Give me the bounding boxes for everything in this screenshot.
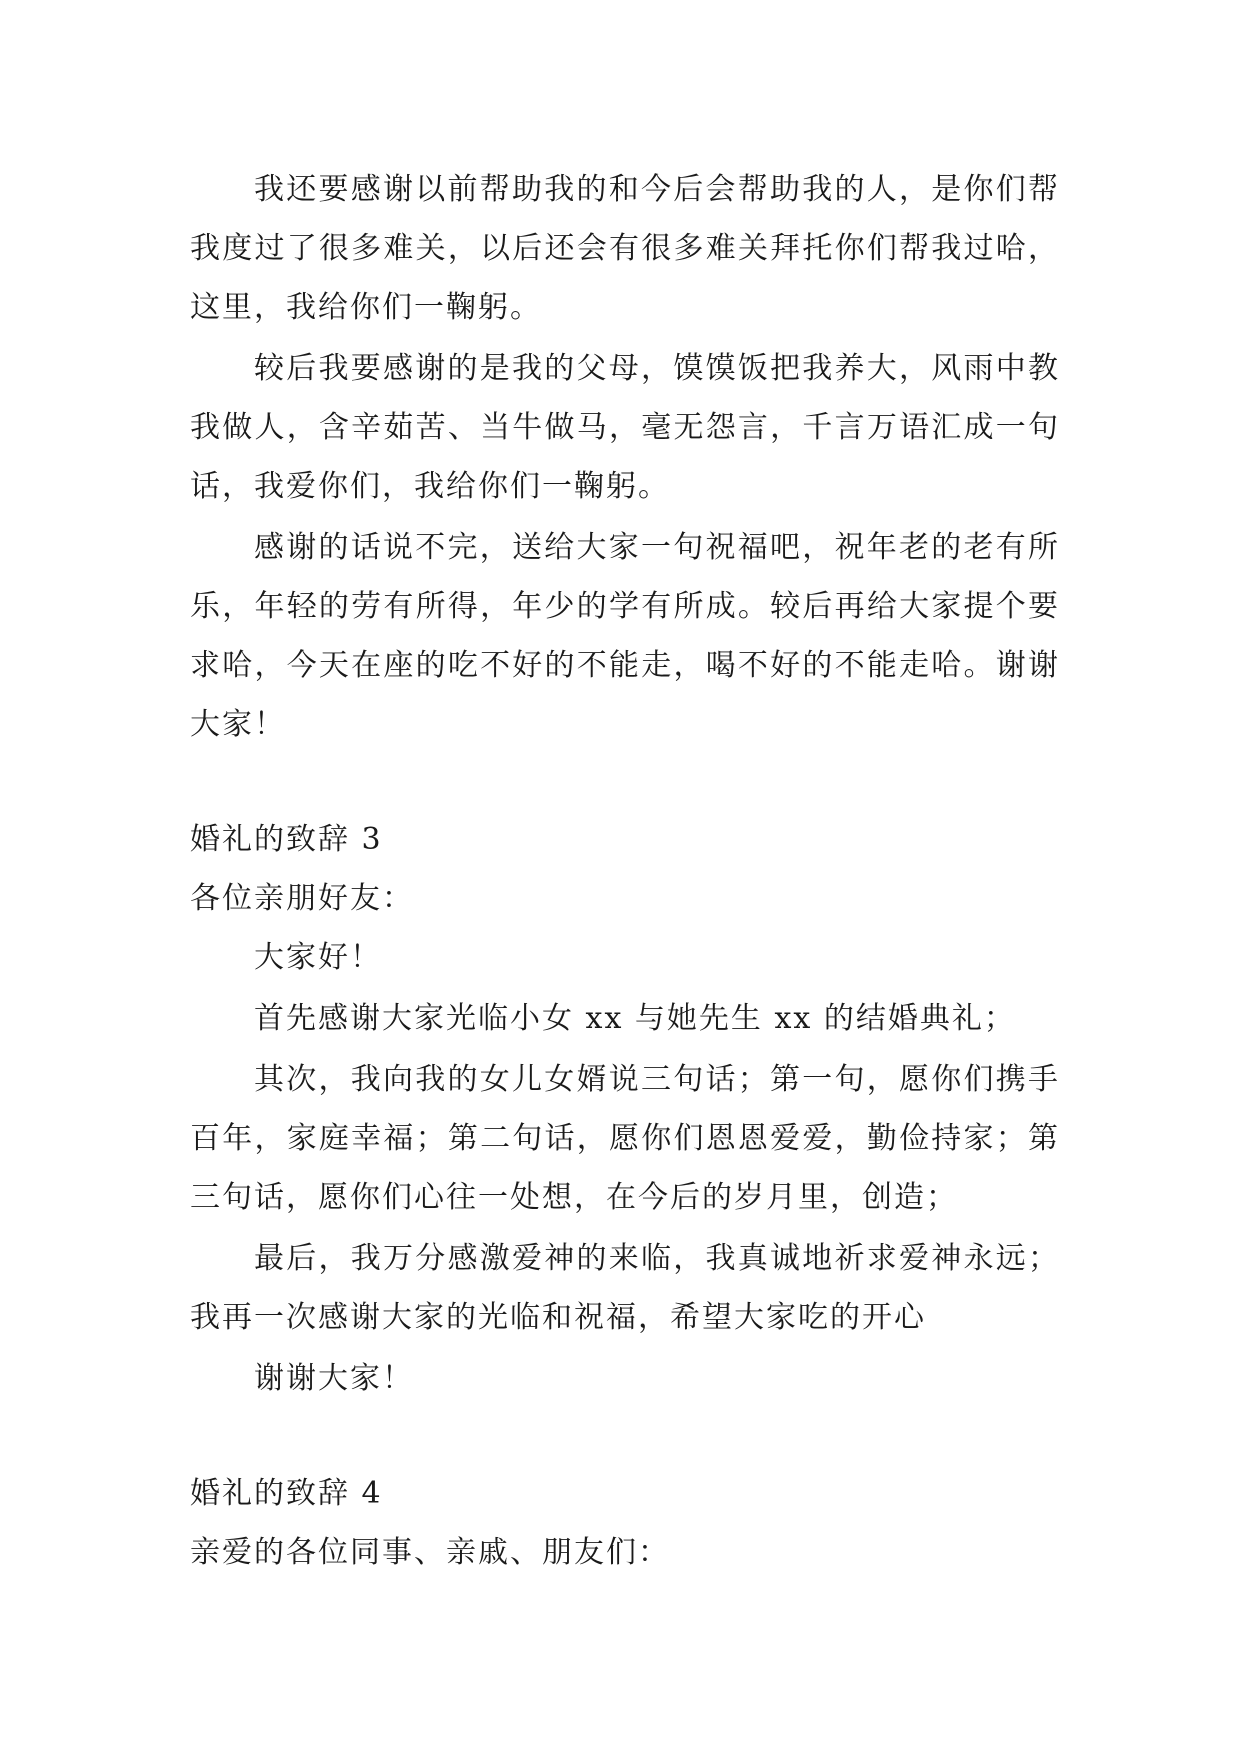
paragraph-first-thanks: 首先感谢大家光临小女 xx 与她先生 xx 的结婚典礼； xyxy=(254,1001,1016,1036)
paragraph-closing: 谢谢大家！ xyxy=(254,1361,414,1396)
paragraph-thanks-helpers: 我还要感谢以前帮助我的和今后会帮助我的人，是你们帮我度过了很多难关，以后还会有很多难关拜托你们帮我过哈，这里，我给你们一鞠躬。 xyxy=(190,172,1060,325)
section-spacer xyxy=(190,756,1060,810)
paragraph-greeting: 大家好！ xyxy=(254,940,382,975)
section-title-4: 婚礼的致辞 4 xyxy=(190,1476,383,1511)
section-spacer xyxy=(190,1410,1060,1464)
paragraph-three-sentences: 其次，我向我的女儿女婿说三句话；第一句，愿你们携手百年，家庭幸福；第二句话，愿你们恩恩爱爱，勤俭持家；第三句话，愿你们心往一处想，在今后的岁月里，创造； xyxy=(190,1062,1060,1215)
salutation-4: 亲爱的各位同事、亲戚、朋友们： xyxy=(190,1535,670,1570)
paragraph-blessing: 感谢的话说不完，送给大家一句祝福吧，祝年老的老有所乐，年轻的劳有所得，年少的学有所成。较后再给大家提个要求哈，今天在座的吃不好的不能走，喝不好的不能走哈。谢谢大家！ xyxy=(190,530,1060,742)
paragraph-thanks-parents: 较后我要感谢的是我的父母，馍馍饭把我养大，风雨中教我做人，含辛茹苦、当牛做马，毫无怨言，千言万语汇成一句话，我爱你们，我给你们一鞠躬。 xyxy=(190,351,1060,504)
section-title-3: 婚礼的致辞 3 xyxy=(190,822,383,857)
paragraph-final-thanks: 最后，我万分感激爱神的来临，我真诚地祈求爱神永远；我再一次感谢大家的光临和祝福，希望大家吃的开心 xyxy=(190,1241,1060,1335)
salutation-3: 各位亲朋好友： xyxy=(190,881,414,916)
document-body xyxy=(190,160,1060,1582)
